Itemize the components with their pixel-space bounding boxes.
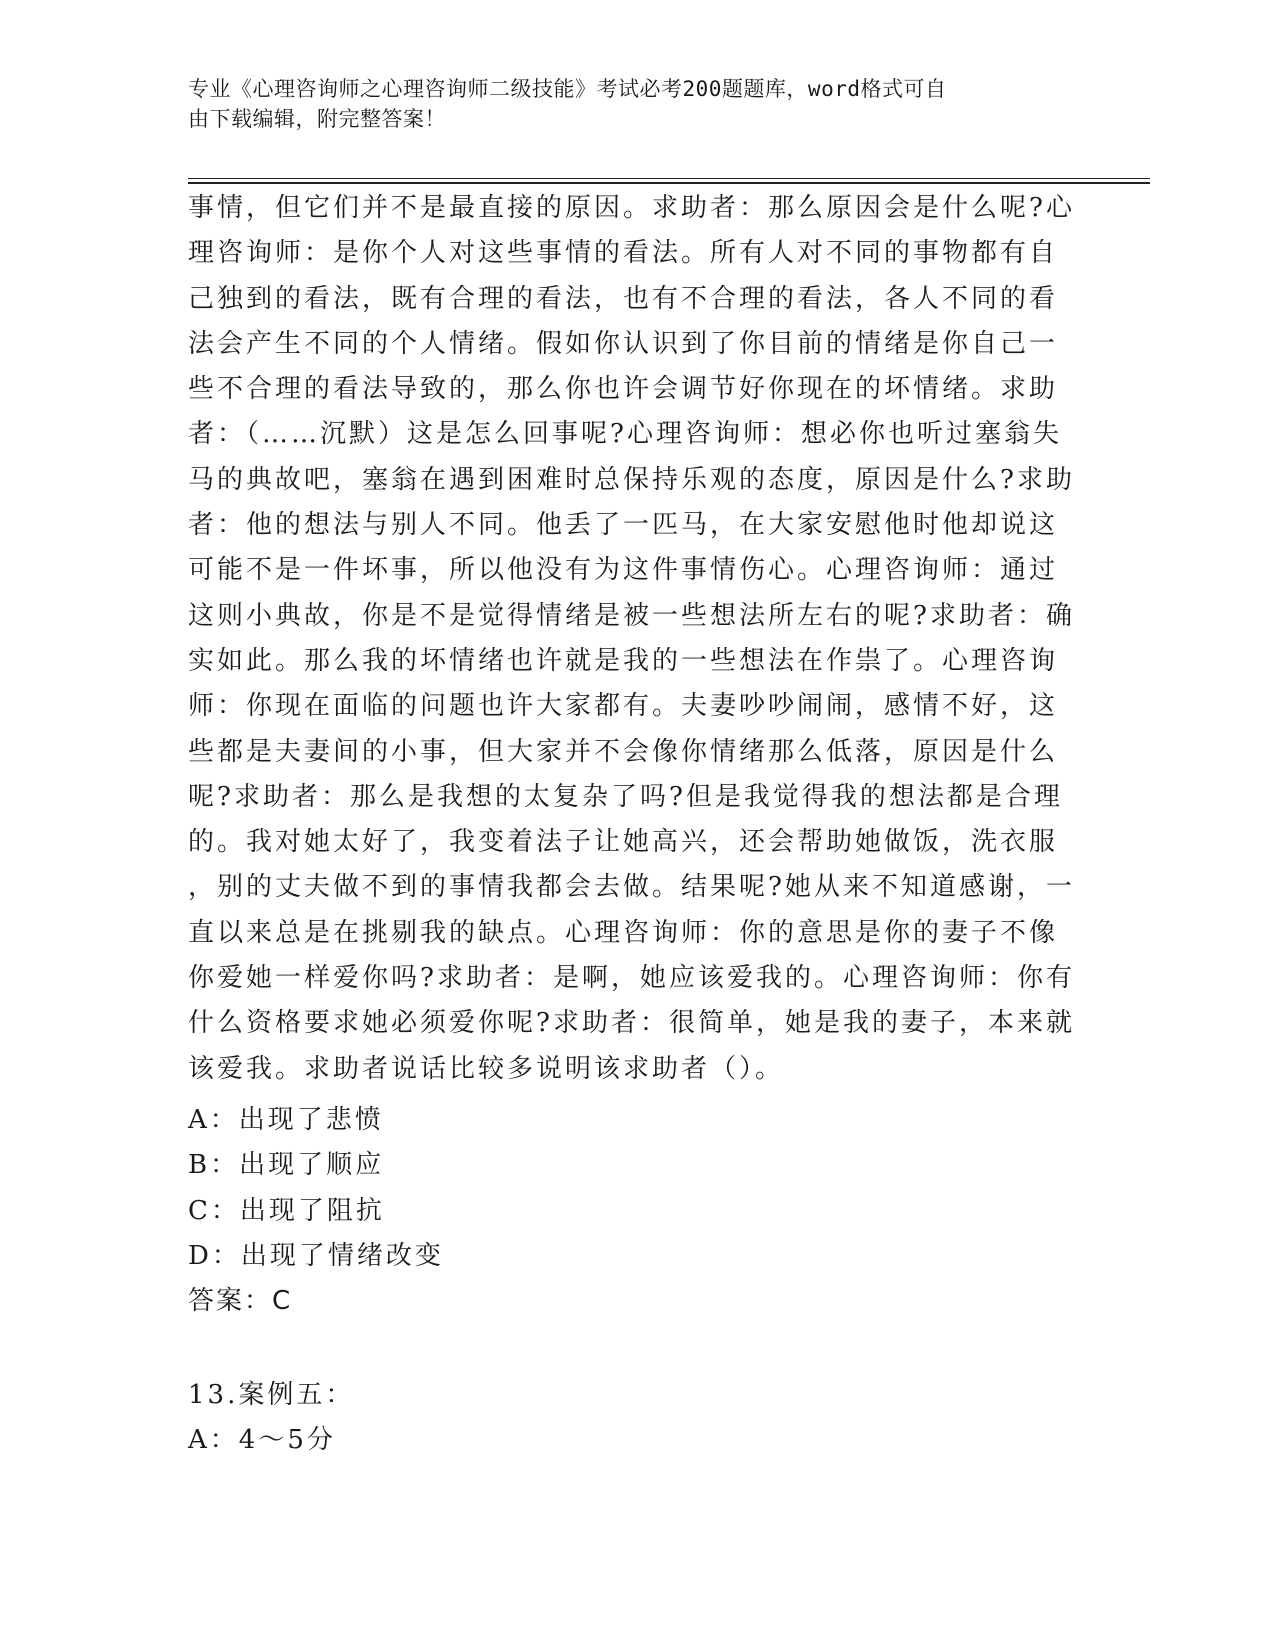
option-b: B：出现了顺应 [188,1150,385,1181]
answer-key: 答案：C [188,1286,293,1316]
question-line: 什么资格要求她必须爱你呢?求助者：很简单，她是我的妻子，本来就 [188,1008,1075,1039]
question-line: 己独到的看法，既有合理的看法，也有不合理的看法，各人不同的看 [188,283,1059,314]
question-line: ，别的丈夫做不到的事情我都会去做。结果呢?她从来不知道感谢，一 [188,872,1075,903]
question-line: 实如此。那么我的坏情绪也许就是我的一些想法在作祟了。心理咨询 [188,645,1059,676]
question-line: 者：他的想法与别人不同。他丢了一匹马，在大家安慰他时他却说这 [188,510,1059,541]
question-line: 可能不是一件坏事，所以他没有为这件事情伤心。心理咨询师：通过 [188,555,1059,586]
header-line-2: 由下载编辑，附完整答案！ [188,107,446,131]
question-line: 直以来总是在挑剔我的缺点。心理咨询师：你的意思是你的妻子不像 [188,917,1059,948]
question-line: 些都是夫妻间的小事，但大家并不会像你情绪那么低落，原因是什么 [188,736,1059,767]
header-divider-thick [188,182,1150,184]
question-line: 你爱她一样爱你吗?求助者：是啊，她应该爱我的。心理咨询师：你有 [188,963,1075,994]
question-line: 这则小典故，你是不是觉得情绪是被一些想法所左右的呢?求助者：确 [188,600,1075,631]
next-question [188,1373,354,1464]
next-question-option-a: A：4～5分 [188,1425,336,1456]
question-line: 的。我对她太好了，我变着法子让她高兴，还会帮助她做饭，洗衣服 [188,827,1059,858]
question-line: 师：你现在面临的问题也许大家都有。夫妻吵吵闹闹，感情不好，这 [188,691,1059,722]
question-line: 该爱我。求助者说话比较多说明该求助者（）。 [188,1053,785,1084]
option-a: A：出现了悲愤 [188,1105,384,1135]
question-body [188,186,1088,1092]
question-line: 些不合理的看法导致的，那么你也许会调节好你现在的坏情绪。求助 [188,374,1059,405]
header-line-1: 专业《心理咨询师之心理咨询师二级技能》考试必考200题题库，word格式可自 [188,77,947,101]
option-c: C：出现了阻抗 [188,1195,385,1226]
document-header [188,74,1088,134]
question-line: 事情，但它们并不是最直接的原因。求助者：那么原因会是什么呢?心 [188,193,1075,223]
header-divider-thin [188,178,1150,179]
question-line: 马的典故吧，塞翁在遇到困难时总保持乐观的态度，原因是什么?求助 [188,464,1075,495]
question-line: 呢?求助者：那么是我想的太复杂了吗?但是我觉得我的想法都是合理 [188,781,1063,812]
next-question-title: 13.案例五： [188,1380,355,1410]
question-line: 者：（……沉默）这是怎么回事呢?心理咨询师：想必你也听过塞翁失 [188,419,1062,450]
option-d: D：出现了情绪改变 [188,1240,444,1271]
answer-options [188,1098,444,1279]
question-line: 法会产生不同的个人情绪。假如你认识到了你目前的情绪是你自己一 [188,328,1059,359]
question-line: 理咨询师：是你个人对这些事情的看法。所有人对不同的事物都有自 [188,238,1059,269]
